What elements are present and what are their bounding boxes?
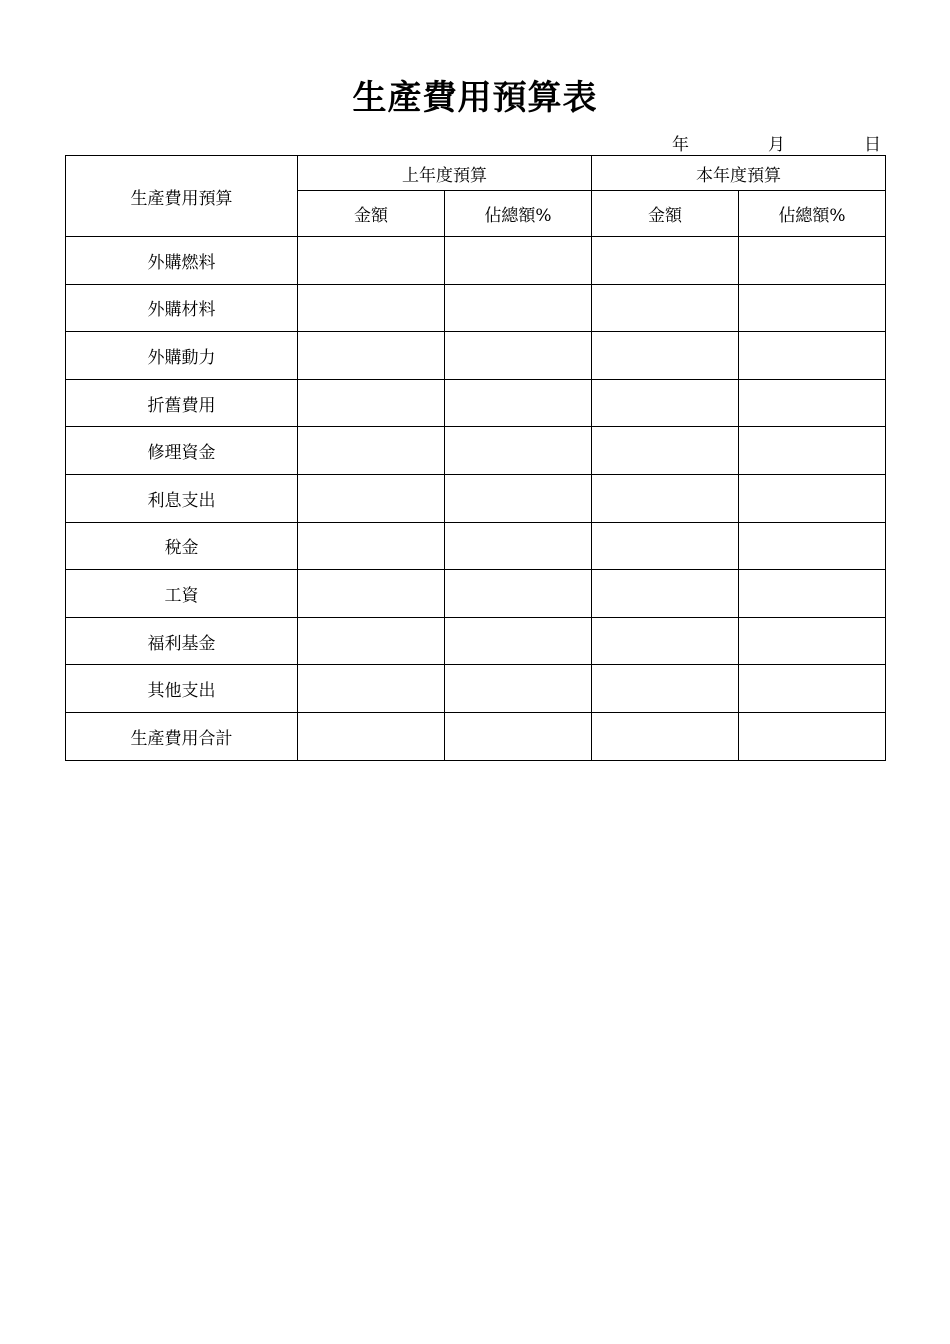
table-row-total — [66, 712, 886, 760]
curr-amount-cell[interactable] — [592, 332, 739, 380]
prev-amount-cell[interactable] — [298, 665, 445, 713]
curr-amount-cell[interactable] — [592, 284, 739, 332]
prev-amount-cell[interactable] — [298, 617, 445, 665]
curr-amount-cell[interactable] — [592, 665, 739, 713]
table-row — [66, 427, 886, 475]
page-title: 生產費用預算表 — [352, 78, 598, 118]
table-row — [66, 522, 886, 570]
curr-percent-cell[interactable] — [739, 617, 886, 665]
row-label: 稅金 — [66, 522, 298, 570]
prev-percent-header: 佔總額% — [445, 191, 592, 237]
prev-percent-cell[interactable] — [445, 379, 592, 427]
curr-amount-cell[interactable] — [592, 474, 739, 522]
row-label: 工資 — [66, 570, 298, 618]
prev-amount-cell[interactable] — [298, 332, 445, 380]
curr-percent-cell[interactable] — [739, 712, 886, 760]
previous-year-budget-header: 上年度預算 — [298, 156, 592, 191]
date-day-label: 日 — [864, 135, 881, 155]
prev-amount-cell[interactable] — [298, 474, 445, 522]
curr-percent-cell[interactable] — [739, 379, 886, 427]
header-group-row — [66, 156, 886, 191]
row-label: 外購動力 — [66, 332, 298, 380]
curr-amount-cell[interactable] — [592, 570, 739, 618]
curr-amount-cell[interactable] — [592, 427, 739, 475]
row-label: 其他支出 — [66, 665, 298, 713]
row-label: 外購燃料 — [66, 237, 298, 285]
table-row — [66, 617, 886, 665]
curr-percent-header: 佔總額% — [739, 191, 886, 237]
prev-amount-cell[interactable] — [298, 427, 445, 475]
table-row — [66, 284, 886, 332]
table-row — [66, 665, 886, 713]
curr-percent-cell[interactable] — [739, 570, 886, 618]
prev-amount-header: 金額 — [298, 191, 445, 237]
prev-percent-cell[interactable] — [445, 427, 592, 475]
curr-amount-header: 金額 — [592, 191, 739, 237]
prev-amount-cell[interactable] — [298, 237, 445, 285]
row-label: 生產費用合計 — [66, 712, 298, 760]
prev-amount-cell[interactable] — [298, 570, 445, 618]
budget-table — [65, 155, 886, 761]
prev-amount-cell[interactable] — [298, 284, 445, 332]
curr-percent-cell[interactable] — [739, 665, 886, 713]
curr-percent-cell[interactable] — [739, 522, 886, 570]
curr-amount-cell[interactable] — [592, 237, 739, 285]
curr-amount-cell[interactable] — [592, 617, 739, 665]
prev-percent-cell[interactable] — [445, 474, 592, 522]
date-year-label: 年 — [672, 135, 689, 155]
prev-percent-cell[interactable] — [445, 284, 592, 332]
table-row — [66, 570, 886, 618]
table-row — [66, 379, 886, 427]
table-row — [66, 237, 886, 285]
curr-amount-cell[interactable] — [592, 379, 739, 427]
prev-percent-cell[interactable] — [445, 712, 592, 760]
row-label: 修理資金 — [66, 427, 298, 475]
row-label: 福利基金 — [66, 617, 298, 665]
curr-percent-cell[interactable] — [739, 332, 886, 380]
date-line — [660, 130, 884, 155]
prev-percent-cell[interactable] — [445, 522, 592, 570]
curr-amount-cell[interactable] — [592, 712, 739, 760]
curr-amount-cell[interactable] — [592, 522, 739, 570]
prev-percent-cell[interactable] — [445, 617, 592, 665]
row-label: 利息支出 — [66, 474, 298, 522]
row-label: 外購材料 — [66, 284, 298, 332]
prev-amount-cell[interactable] — [298, 712, 445, 760]
curr-percent-cell[interactable] — [739, 237, 886, 285]
prev-percent-cell[interactable] — [445, 332, 592, 380]
prev-percent-cell[interactable] — [445, 237, 592, 285]
current-year-budget-header: 本年度預算 — [592, 156, 886, 191]
curr-percent-cell[interactable] — [739, 284, 886, 332]
prev-percent-cell[interactable] — [445, 665, 592, 713]
prev-amount-cell[interactable] — [298, 522, 445, 570]
date-month-label: 月 — [768, 135, 785, 155]
row-label: 折舊費用 — [66, 379, 298, 427]
prev-percent-cell[interactable] — [445, 570, 592, 618]
curr-percent-cell[interactable] — [739, 427, 886, 475]
table-row — [66, 474, 886, 522]
curr-percent-cell[interactable] — [739, 474, 886, 522]
row-header-cell: 生產費用預算 — [66, 156, 298, 237]
table-row — [66, 332, 886, 380]
prev-amount-cell[interactable] — [298, 379, 445, 427]
